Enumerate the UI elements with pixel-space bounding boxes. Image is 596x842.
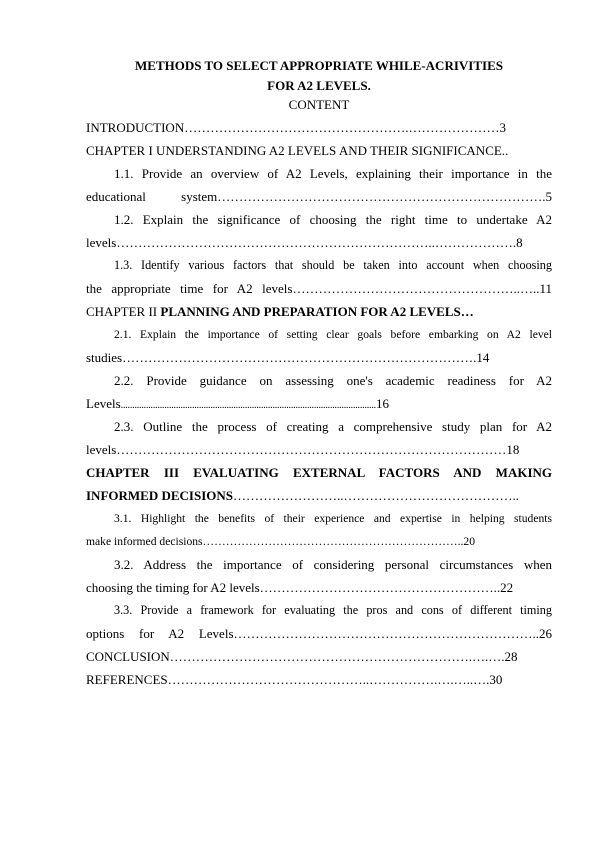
toc-entry-2-2-leader: ............................................................................................................... — [120, 400, 376, 411]
document-title-line-2: FOR A2 LEVELS. — [267, 78, 371, 93]
toc-chapter-3-line-1 — [86, 461, 552, 484]
toc-entry-1-1-line-2: educational system………………………………………………………………….5 — [86, 189, 552, 204]
toc-chapter-3-line-2 — [86, 484, 552, 507]
toc-entry-references: REFERENCES………………………………………..…………….….…..….30 — [86, 672, 503, 687]
toc-entry-1-3-line-1: 1.3. Identify various factors that should be taken into account when choosing — [114, 258, 552, 272]
toc-chapter-2-prefix: CHAPTER II — [86, 304, 161, 319]
toc-chapter-2 — [86, 300, 552, 323]
toc-entry-2-3-line-2: levels………………………………………………………………………………18 — [86, 442, 520, 457]
toc-chapter-1: CHAPTER I UNDERSTANDING A2 LEVELS AND THEIR SIGNIFICANCE.. — [86, 143, 509, 158]
toc-entry-1-3-line-2: the appropriate time for A2 levels……………………………………………..…..11 — [86, 281, 552, 296]
toc-entry-2-2-label: Levels — [86, 396, 121, 411]
toc-entry-1-2-line-1: 1.2. Explain the significance of choosing the right time to undertake A2 — [114, 212, 552, 227]
toc-entry-3-3-line-1: 3.3. Provide a framework for evaluating the pros and cons of different timing — [114, 603, 552, 617]
document-title-line-1: METHODS TO SELECT APPROPRIATE WHILE-ACRIVITIES — [135, 58, 503, 73]
content-heading: CONTENT — [288, 97, 350, 112]
toc-chapter-3-leader: ……………………..………………………………….. — [233, 488, 519, 503]
toc-entry-2-1-line-2: studies……………………………………………………………………….14 — [86, 350, 490, 365]
toc-entry-3-2-line-2: choosing the timing for A2 levels………………………………………………..22 — [86, 580, 514, 595]
toc-entry-1-2-line-2: levels………………………………………………………………..……………….8 — [86, 235, 523, 250]
toc-chapter-3-title: CHAPTER III EVALUATING EXTERNAL FACTORS AND MAKING — [86, 465, 552, 480]
toc-entry-2-2-line-1: 2.2. Provide guidance on assessing one's academic readiness for A2 — [114, 373, 552, 388]
toc-entry-conclusion: CONCLUSION…………………………………………………………….….….28 — [86, 649, 518, 664]
toc-entry-3-1-line-1: 3.1. Highlight the benefits of their experience and expertise in helping students — [114, 512, 552, 525]
toc-entry-3-1-line-2: make informed decisions…………………………………………………………..20 — [86, 535, 476, 548]
toc-entry-2-1-line-1: 2.1. Explain the importance of setting clear goals before embarking on A2 level — [114, 328, 552, 341]
toc-entry-1-1-line-1: 1.1. Provide an overview of A2 Levels, explaining their importance in the — [114, 166, 552, 181]
toc-entry-2-2-page: 16 — [375, 396, 389, 411]
toc-entry-2-2-line-2 — [86, 392, 552, 415]
toc-entry-2-3-line-1: 2.3. Outline the process of creating a comprehensive study plan for A2 — [114, 419, 552, 434]
toc-entry-3-2-line-1: 3.2. Address the importance of considering personal circumstances when — [114, 557, 552, 572]
toc-chapter-2-title: PLANNING AND PREPARATION FOR A2 LEVELS… — [160, 304, 474, 319]
toc-entry-3-3-line-2: options for A2 Levels……………………………………………………………..26 — [86, 626, 552, 641]
toc-entry-introduction: INTRODUCTION…………………………………………….…………………3 — [86, 120, 506, 135]
table-of-contents — [86, 56, 552, 691]
toc-chapter-3-title-cont: INFORMED DECISIONS — [86, 488, 233, 503]
